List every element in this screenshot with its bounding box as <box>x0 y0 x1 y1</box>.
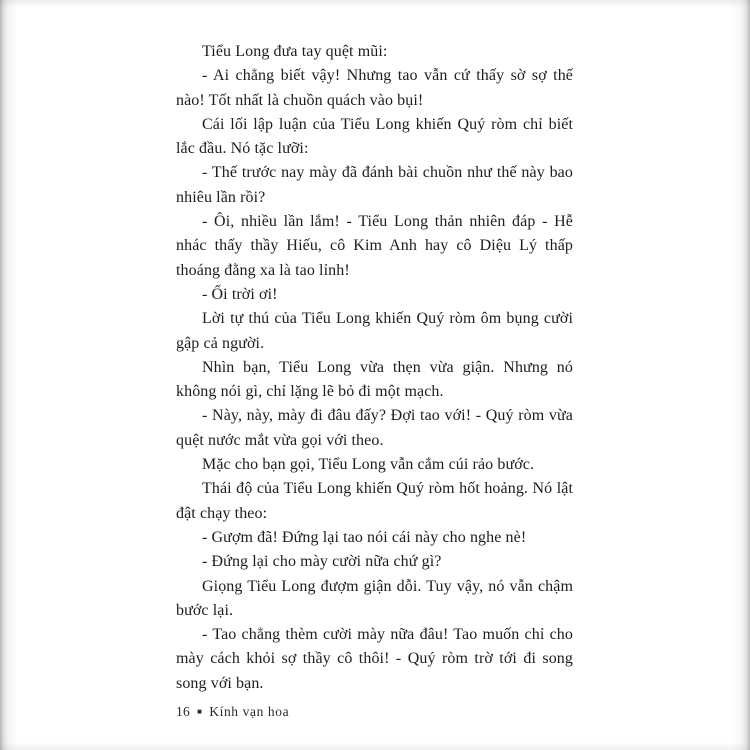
square-bullet-icon: ■ <box>197 707 203 716</box>
paragraph: Giọng Tiểu Long đượm giận dỗi. Tuy vậy, nó vẫn chậm bước lại. <box>176 577 573 619</box>
page-number: 16 <box>176 704 191 719</box>
paragraph: Lời tự thú của Tiểu Long khiến Quý ròm ôm bụng cười gập cả người. <box>176 310 573 352</box>
paragraph: - Ai chẳng biết vậy! Nhưng tao vẫn cứ thấy sờ sợ thế nào! Tốt nhất là chuồn quách vào bụi! <box>176 67 573 109</box>
book-title: Kính vạn hoa <box>209 704 290 719</box>
paragraph: Mặc cho bạn gọi, Tiểu Long vẫn cắm cúi rảo bước. <box>202 456 535 474</box>
paragraph: - Gượm đã! Đứng lại tao nói cái này cho nghe nè! <box>202 528 527 546</box>
paragraph: - Ôi, nhiều lần lắm! - Tiểu Long thản nhiên đáp - Hễ nhác thấy thầy Hiếu, cô Kim Anh hay cô Diệu Lý thấp thoáng đằng xa là tao lỉnh! <box>176 213 573 279</box>
paragraph: Cái lối lập luận của Tiểu Long khiến Quý ròm chỉ biết lắc đầu. Nó tặc lưỡi: <box>176 115 573 158</box>
body-text <box>176 40 573 696</box>
paragraph: - Này, này, mày đi đâu đấy? Đợi tao với! - Quý ròm vừa quệt nước mắt vừa gọi với theo. <box>176 407 573 449</box>
paragraph: Nhìn bạn, Tiểu Long vừa thẹn vừa giận. Nhưng nó không nói gì, chỉ lặng lẽ bỏ đi một mạch. <box>176 358 573 401</box>
paragraph: - Đứng lại cho mày cười nữa chứ gì? <box>202 553 442 571</box>
page-footer <box>176 704 289 720</box>
paragraph: - Tao chẳng thèm cười mày nữa đâu! Tao muốn chỉ cho mày cách khỏi sợ thầy cô thôi! - Quý ròm trờ tới đi song song với bạn. <box>176 626 573 692</box>
paragraph: - Ối trời ơi! <box>202 285 278 303</box>
paragraph: Tiểu Long đưa tay quệt mũi: <box>202 43 388 60</box>
paragraph: - Thế trước nay mày đã đánh bài chuồn như thế này bao nhiêu lần rồi? <box>176 164 573 206</box>
paragraph: Thái độ của Tiểu Long khiến Quý ròm hốt hoảng. Nó lật đật chạy theo: <box>176 480 573 522</box>
